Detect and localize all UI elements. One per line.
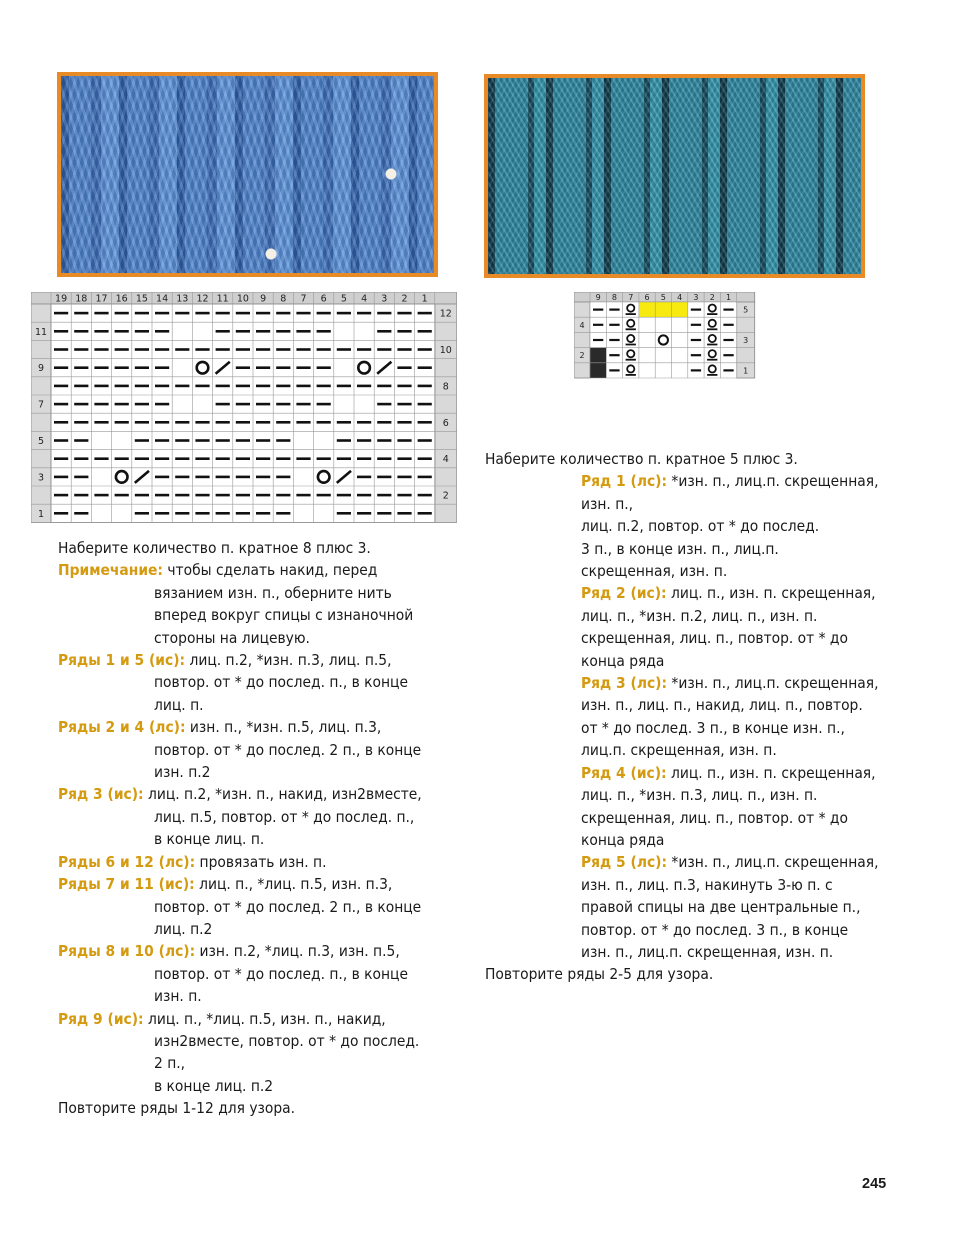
instruction-line: правой спицы на две центральные п., [581, 898, 861, 917]
instruction-line: вперед вокруг спицы с изнаночной [154, 606, 414, 625]
row-label: 1 [743, 366, 749, 376]
row-label: 7 [37, 399, 45, 411]
column-label: 8 [280, 293, 287, 305]
left-knitting-chart [31, 292, 457, 526]
row-label: 9 [37, 363, 45, 375]
row-label: Ряды 8 и 10 (лс): [58, 942, 196, 961]
pattern-intro: Наберите количество п. кратное 5 плюс 3. [485, 450, 798, 468]
instruction-line: Ряд 2 (ис): лиц. п., изн. п. скрещенная, [581, 584, 876, 603]
row-instruction [485, 470, 885, 582]
row-label: Ряды 7 и 11 (ис): [58, 875, 195, 894]
column-label: 18 [75, 293, 88, 305]
column-label: 16 [115, 293, 128, 305]
instruction-line: в конце лиц. п.2 [154, 1076, 274, 1095]
row-label: 10 [439, 345, 452, 356]
column-label: 9 [595, 293, 601, 302]
teal-twisted-rib-photo [484, 74, 865, 278]
row-label: 4 [579, 320, 585, 330]
column-label: 8 [611, 293, 617, 302]
instruction-line: изн. п., лиц.п. скрещенная, изн. п. [581, 942, 834, 961]
instruction-line: Ряды 6 и 12 (лс): провязать изн. п. [58, 852, 327, 871]
instruction-line: лиц. п.2, повтор. от * до послед. [581, 517, 820, 536]
left-instructions [58, 537, 458, 1120]
column-label: 17 [95, 293, 108, 305]
row-instruction [485, 582, 885, 672]
no-stitch-cell [655, 302, 671, 317]
instruction-line: Ряд 4 (ис): лиц. п., изн. п. скрещенная, [581, 763, 876, 782]
chart-left-label-column [574, 302, 590, 378]
row-label: Ряд 1 (лс): [581, 472, 668, 491]
instruction-line: Ряды 2 и 4 (лс): изн. п., *изн. п.5, лиц. п.3, [58, 718, 382, 737]
instruction-line: лиц. п., *изн. п.2, лиц. п., изн. п. [581, 606, 818, 625]
instruction-line: Ряды 7 и 11 (ис): лиц. п., *лиц. п.5, изн. п.3, [58, 875, 393, 894]
instruction-line: скрещенная, лиц. п., повтор. от * до [581, 629, 848, 648]
column-label: 4 [677, 293, 683, 302]
row-instruction [58, 940, 458, 1007]
instruction-line: скрещенная, лиц. п., повтор. от * до [581, 808, 848, 827]
row-label: 5 [37, 436, 45, 447]
row-instruction [58, 1008, 458, 1098]
column-label: 1 [421, 293, 428, 305]
instruction-line: вязанием изн. п., оберните нить [154, 583, 392, 602]
row-label: Ряды 6 и 12 (лс): [58, 852, 196, 871]
instruction-line: Ряд 9 (ис): лиц. п., *лиц. п.5, изн. п., накид, [58, 1009, 386, 1028]
column-label: 11 [216, 293, 229, 305]
instruction-line: стороны на лицевую. [154, 628, 310, 647]
blue-cable-knit-photo [57, 72, 438, 277]
no-stitch-cell [672, 302, 688, 317]
instruction-line: Ряд 3 (лс): *изн. п., лиц.п. скрещенная, [581, 674, 879, 693]
instruction-line: лиц.п. скрещенная, изн. п. [581, 741, 777, 760]
row-instruction [485, 851, 885, 963]
column-label: 9 [260, 293, 267, 305]
row-label: 12 [439, 308, 452, 320]
column-label: 14 [156, 293, 169, 305]
column-label: 4 [361, 293, 368, 305]
instruction-line: Ряд 5 (лс): *изн. п., лиц.п. скрещенная, [581, 853, 879, 872]
column-label: 12 [196, 293, 209, 305]
instruction-line: изн. п.2 [154, 763, 211, 782]
right-knitting-chart [574, 292, 758, 380]
instruction-line: 2 п., [154, 1054, 186, 1073]
column-label: 3 [381, 293, 388, 305]
instruction-line: Ряды 1 и 5 (ис): лиц. п.2, *изн. п.3, лиц. п.5, [58, 651, 392, 670]
row-label: Ряды 1 и 5 (ис): [58, 651, 186, 670]
row-instruction [58, 873, 458, 940]
instruction-line: лиц. п., *изн. п.3, лиц. п., изн. п. [581, 786, 818, 805]
row-label: Ряды 2 и 4 (лс): [58, 718, 186, 737]
instruction-line: повтор. от * до послед. п., в конце [154, 964, 409, 983]
row-instruction [58, 649, 458, 716]
no-stitch-cell [639, 302, 655, 317]
column-label: 15 [135, 293, 148, 305]
column-label: 6 [320, 293, 327, 305]
instruction-line: в конце лиц. п. [154, 830, 265, 849]
instruction-line: Ряд 3 (ис): лиц. п.2, *изн. п., накид, изн2вместе, [58, 785, 422, 804]
pattern-intro: Наберите количество п. кратное 8 плюс 3. [58, 539, 371, 557]
instruction-line: Примечание: чтобы сделать накид, перед [58, 561, 378, 580]
row-instruction [58, 783, 458, 850]
row-instruction [58, 851, 458, 873]
column-label: 3 [693, 293, 699, 302]
column-label: 2 [401, 293, 408, 305]
page-number: 245 [862, 1176, 887, 1192]
instruction-line: лиц. п.2 [154, 919, 213, 938]
instruction-line: скрещенная, изн. п. [581, 562, 728, 581]
row-label: 2 [442, 490, 449, 502]
instruction-line: конца ряда [581, 651, 665, 670]
row-label: Ряд 4 (ис): [581, 763, 667, 782]
row-instruction [485, 672, 885, 762]
row-label: 8 [442, 381, 449, 393]
instruction-line: повтор. от * до послед. 2 п., в конце [154, 897, 422, 916]
instruction-line: изн. п., лиц. п.3, накинуть 3-ю п. с [581, 875, 833, 894]
column-label: 7 [628, 293, 634, 302]
instruction-line: лиц. п. [154, 695, 204, 714]
row-label: 1 [37, 508, 45, 520]
instruction-line: изн. п., лиц. п., накид, лиц. п., повтор. [581, 696, 863, 715]
column-label: 5 [340, 293, 347, 305]
row-label: Ряд 5 (лс): [581, 853, 668, 872]
row-label: 11 [34, 326, 48, 338]
instruction-line: Ряд 1 (лс): *изн. п., лиц.п. скрещенная, изн. п., [581, 472, 879, 513]
pattern-outro: Повторите ряды 1-12 для узора. [58, 1099, 296, 1118]
row-label: Ряд 3 (лс): [581, 674, 668, 693]
instruction-line: Ряды 8 и 10 (лс): изн. п.2, *лиц. п.3, изн. п.5, [58, 942, 400, 961]
column-label: 2 [709, 293, 715, 302]
row-instruction [58, 716, 458, 783]
column-label: 6 [644, 293, 650, 302]
row-label: 2 [579, 351, 585, 361]
right-instructions [485, 448, 885, 986]
instruction-line: конца ряда [581, 830, 665, 849]
column-label: 1 [726, 293, 732, 302]
instruction-line: изн. п. [154, 987, 202, 1006]
row-instruction [485, 762, 885, 852]
pattern-outro: Повторите ряды 2-5 для узора. [485, 965, 714, 984]
row-label: 3 [743, 336, 749, 345]
instruction-line: лиц. п.5, повтор. от * до послед. п., [154, 807, 415, 826]
instruction-line: 3 п., в конце изн. п., лиц.п. [581, 539, 779, 558]
instruction-line: от * до послед. 3 п., в конце изн. п., [581, 718, 845, 737]
row-label: 6 [442, 417, 449, 429]
column-label: 10 [236, 293, 249, 305]
row-label: Ряд 2 (ис): [581, 584, 667, 603]
row-label: 4 [442, 454, 449, 466]
instruction-line: изн2вместе, повтор. от * до послед. [154, 1031, 420, 1050]
row-label: Ряд 3 (ис): [58, 785, 144, 804]
row-instruction [58, 559, 458, 649]
row-label: Примечание: [58, 561, 163, 580]
row-label: 3 [37, 472, 45, 484]
column-label: 19 [55, 293, 68, 305]
row-label: 5 [743, 305, 749, 315]
instruction-line: повтор. от * до послед. 3 п., в конце [581, 920, 849, 939]
instruction-line: повтор. от * до послед. п., в конце [154, 673, 409, 692]
instruction-line: повтор. от * до послед. 2 п., в конце [154, 740, 422, 759]
column-label: 7 [300, 293, 307, 305]
row-label: Ряд 9 (ис): [58, 1009, 144, 1028]
column-label: 13 [176, 293, 189, 305]
column-label: 5 [660, 293, 666, 302]
